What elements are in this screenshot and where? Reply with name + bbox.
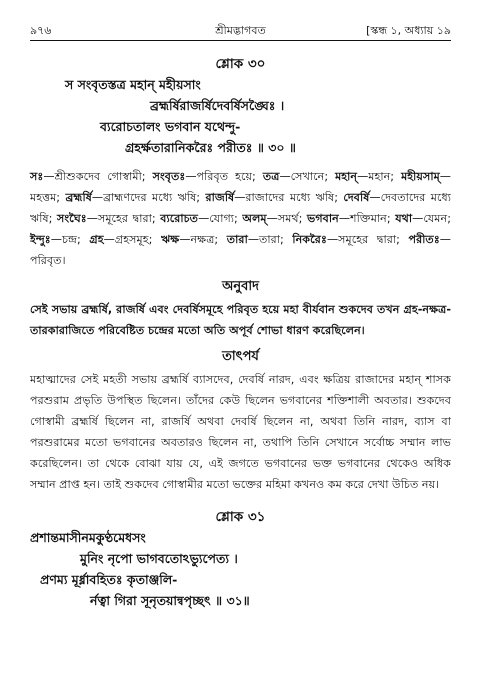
- synonym-meaning: —যেমন;: [412, 212, 451, 225]
- synonym-meaning: —নক্ষত্র;: [179, 233, 227, 246]
- synonym-word: দেবর্ষি: [343, 191, 370, 204]
- synonym-word: ব্রহ্মর্ষি: [65, 191, 92, 204]
- synonym-word: ইন্দুঃ: [30, 233, 51, 246]
- verse-31-line-3: প্রণম্য মূর্ধ্নাবহিতঃ কৃতাঞ্জলি-: [40, 572, 178, 587]
- verse-30-line-2: ব্রহ্মর্ষিরাজর্ষিদেবর্ষিসঙ্ঘৈঃ ।: [150, 98, 285, 113]
- synonym-word: যথা: [395, 212, 413, 225]
- synonym-word: সংঘৈঃ: [56, 212, 87, 225]
- synonym-meaning: —সেখানে;: [279, 170, 336, 183]
- synonym-meaning: —শ্রীশুকদেব গোস্বামী;: [43, 170, 153, 183]
- translation-heading: অনুবাদ: [222, 279, 259, 294]
- verse-31-line-4: র্নত্বা গিরা সূনৃতয়ান্বপৃচ্ছৎ ॥ ৩১॥: [90, 593, 250, 608]
- verse-30-line-1: স সংবৃতস্তত্র মহান্ মহীয়সাং: [65, 77, 201, 92]
- synonym-meaning: —সমর্থ;: [266, 212, 308, 225]
- synonym-word: গ্রহ: [89, 233, 104, 246]
- page-header: [30, 22, 451, 38]
- synonym-meaning: —পরিবৃত হয়ে;: [185, 170, 263, 183]
- synonym-meaning: —পরিবৃত।: [30, 233, 451, 267]
- synonym-meaning: —শক্তিমান;: [338, 212, 396, 225]
- verse-30-line-4: গ্রহর্ক্ষতারানিকরৈঃ পরীতঃ ॥ ৩০ ॥: [125, 140, 296, 155]
- translation-text: সেই সভায় ব্রহ্মর্ষি, রাজর্ষি এবং দেবর্ষিসমূহে পরিবৃত হয়ে মহা বীর্যবান শুকদেব তখন গ্রহ-নক্ষত্র-তারকারাজিতে পরিবেষ্টিত চন্দ্রের মতো অতি অপূর্ব শোভা ধারণ করেছিলেন।: [30, 303, 451, 337]
- verse-31-line-1: প্রশান্তমাসীনমকুণ্ঠমেধসং: [30, 530, 146, 545]
- verse-31-line-2: মুনিং নৃপো ভাগবতোঽভ্যুপেত্য ।: [80, 551, 238, 566]
- chapter-reference: [স্কন্ধ ১, অধ্যায় ১৯: [366, 24, 451, 37]
- synonym-word: তারা: [226, 233, 248, 246]
- book-title: শ্রীমদ্ভাগবত: [215, 24, 266, 37]
- synonym-meaning: —মহান;: [357, 170, 402, 183]
- synonym-meaning: —দেবতাদের মধ্যে ঋষি;: [30, 191, 451, 225]
- purport-text: মহাত্মাদের সেই মহতী সভায় ব্রহ্মর্ষি ব্যাসদেব, দেবর্ষি নারদ, এবং ক্ষত্রিয় রাজাদের মহান্ শাসক পরশুরাম প্রভৃতি উপস্থিত ছিলেন। তাঁদের কেউ ছিলেন ভগবানের শক্তিশালী অবতার। শুকদেব গোস্বামী ব্রহ্মর্ষি ছিলেন না, রাজর্ষি অথবা দেবর্ষি ছিলেন না, অথবা তিনি নারদ, ব্যাস বা পরশুরামের মতো ভগবানের অবতারও ছিলেন না, তথাপি তিনি সেখানে সর্বোচ্চ সম্মান লাভ করেছিলেন। তা থেকে বোঝা যায় যে, এই জগতে ভগবানের ভক্ত ভগবানের থেকেও অধিক সম্মান প্রাপ্ত হন। তাই শুকদেব গোস্বামীর মতো ভক্তের মহিমা কখনও কম করে দেখা উচিত নয়।: [30, 373, 451, 491]
- synonym-meaning: —যোগ্য;: [198, 212, 243, 225]
- synonyms-paragraph: [30, 166, 451, 271]
- synonym-meaning: —সমূহের দ্বারা;: [326, 233, 409, 246]
- synonym-word: মহীয়সাম্: [401, 170, 440, 183]
- page-content: [30, 54, 451, 611]
- synonym-word: সঃ: [30, 170, 44, 183]
- synonym-word: ঋক্ষ: [160, 233, 180, 246]
- synonym-word: রাজর্ষি: [205, 191, 235, 204]
- synonym-word: তত্র: [262, 170, 280, 183]
- verse-31-heading: শ্লোক ৩১: [215, 509, 266, 525]
- synonym-word: নিকরৈঃ: [292, 233, 327, 246]
- verse-30-heading: শ্লোক ৩০: [215, 56, 266, 72]
- synonym-meaning: —গ্রহসমূহ;: [103, 233, 161, 246]
- synonym-meaning: —সমূহের দ্বারা;: [86, 212, 161, 225]
- synonym-word: ভগবান: [307, 212, 339, 225]
- verse-30-line-3: ব্যরোচতালং ভগবান যথেন্দু-: [100, 119, 241, 134]
- synonym-word: সংবৃতঃ: [152, 170, 186, 183]
- synonym-meaning: —চন্দ্র;: [50, 233, 90, 246]
- synonym-meaning: —তারা;: [247, 233, 293, 246]
- synonym-word: ব্যরোচত: [160, 212, 199, 225]
- purport-heading: তাৎপর্য: [222, 349, 259, 364]
- page-number: ৯৭৬: [30, 24, 52, 37]
- synonym-meaning: —মহত্তম;: [30, 170, 451, 204]
- synonym-word: পরীতঃ: [408, 233, 440, 246]
- synonym-word: অলম্: [242, 212, 267, 225]
- synonym-meaning: —রাজাদের মধ্যে ঋষি;: [234, 191, 344, 204]
- synonym-word: মহান্: [335, 170, 358, 183]
- header-rule: [30, 40, 451, 41]
- synonym-meaning: —ব্রাহ্মণদের মধ্যে ঋষি;: [91, 191, 206, 204]
